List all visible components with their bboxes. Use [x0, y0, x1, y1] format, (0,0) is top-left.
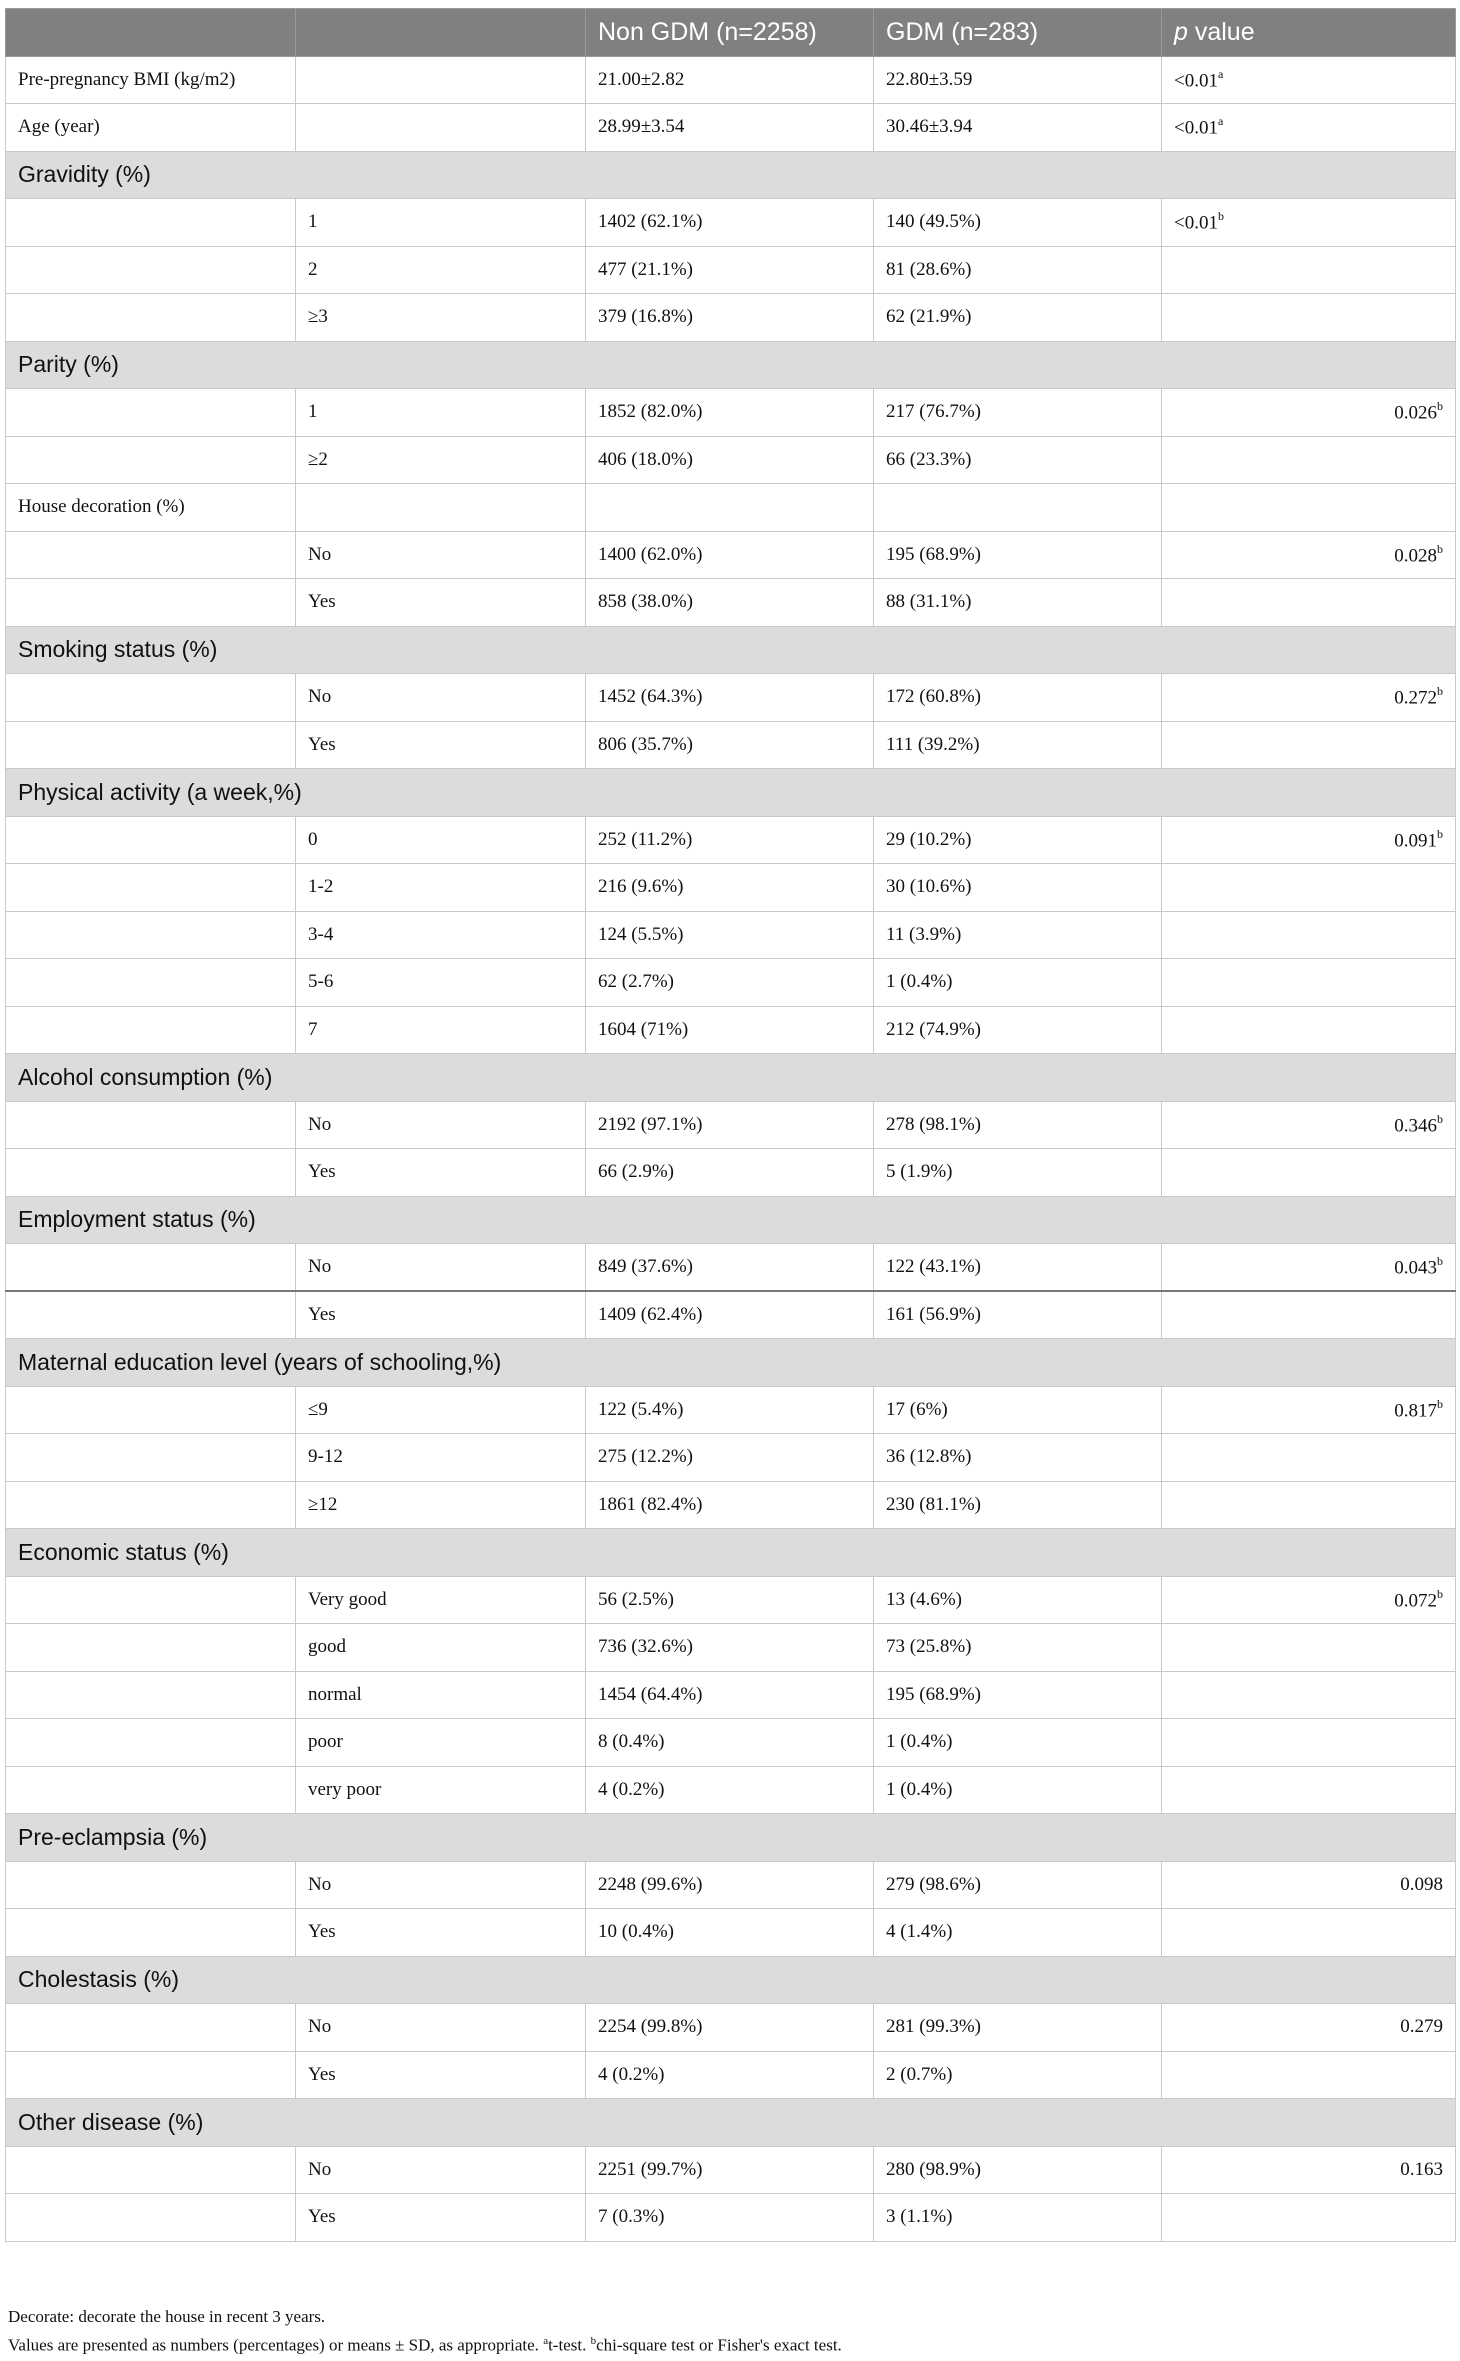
cell-p-value [1162, 1766, 1456, 1814]
table-row [6, 721, 1456, 769]
table-row [6, 1101, 1456, 1149]
row-label [6, 1766, 296, 1814]
row-label [6, 1719, 296, 1767]
table-row [6, 2051, 1456, 2099]
cell-non-gdm: 1454 (64.4%) [586, 1671, 874, 1719]
cell-non-gdm: 2254 (99.8%) [586, 2004, 874, 2052]
row-label [6, 246, 296, 294]
table-row [6, 1909, 1456, 1957]
cell-non-gdm: 477 (21.1%) [586, 246, 874, 294]
row-category: Yes [296, 1291, 586, 1339]
table-row [6, 959, 1456, 1007]
cell-gdm: 66 (23.3%) [874, 436, 1162, 484]
cell-gdm: 1 (0.4%) [874, 1719, 1162, 1767]
p-value-superscript: b [1437, 684, 1443, 699]
cell-gdm: 281 (99.3%) [874, 2004, 1162, 2052]
cell-gdm: 230 (81.1%) [874, 1481, 1162, 1529]
cell-non-gdm: 849 (37.6%) [586, 1244, 874, 1292]
cell-non-gdm: 122 (5.4%) [586, 1386, 874, 1434]
p-value-superscript: a [1217, 114, 1224, 129]
cell-non-gdm: 1861 (82.4%) [586, 1481, 874, 1529]
p-value-superscript: b [1437, 1586, 1443, 1601]
row-category: No [296, 2004, 586, 2052]
cell-gdm: 36 (12.8%) [874, 1434, 1162, 1482]
cell-non-gdm: 2248 (99.6%) [586, 1861, 874, 1909]
cell-p-value: 0.072$^b$ [1162, 1576, 1456, 1624]
row-category: No [296, 1244, 586, 1292]
row-category: normal [296, 1671, 586, 1719]
row-category: ≥2 [296, 436, 586, 484]
row-label [6, 2004, 296, 2052]
row-category: ≤9 [296, 1386, 586, 1434]
cell-non-gdm: 124 (5.5%) [586, 911, 874, 959]
row-category: No [296, 674, 586, 722]
cell-p-value [1162, 1671, 1456, 1719]
row-label [6, 579, 296, 627]
row-label [6, 1909, 296, 1957]
table-row [6, 1434, 1456, 1482]
cell-p-value: 0.043$^b$ [1162, 1244, 1456, 1292]
cell-p-value [1162, 246, 1456, 294]
cell-p-value [1162, 1006, 1456, 1054]
cell-gdm: 212 (74.9%) [874, 1006, 1162, 1054]
cell-non-gdm [586, 484, 874, 532]
cell-p-value: 0.163 [1162, 2146, 1456, 2194]
row-label [6, 199, 296, 247]
row-category: No [296, 531, 586, 579]
cell-non-gdm: 406 (18.0%) [586, 436, 874, 484]
cell-non-gdm: 56 (2.5%) [586, 1576, 874, 1624]
cell-non-gdm: 8 (0.4%) [586, 1719, 874, 1767]
section-label: Alcohol consumption (%) [6, 1054, 1456, 1102]
cell-gdm: 30.46±3.94 [874, 104, 1162, 152]
cell-non-gdm: 10 (0.4%) [586, 1909, 874, 1957]
header-variable [6, 9, 296, 57]
cell-p-value: 0.098 [1162, 1861, 1456, 1909]
cell-gdm: 3 (1.1%) [874, 2194, 1162, 2242]
cell-non-gdm: 2192 (97.1%) [586, 1101, 874, 1149]
row-category: 1-2 [296, 864, 586, 912]
row-label: Pre-pregnancy BMI (kg/m2) [6, 56, 296, 104]
section-row [6, 1529, 1456, 1577]
cell-non-gdm: 1409 (62.4%) [586, 1291, 874, 1339]
cell-p-value [1162, 2194, 1456, 2242]
section-row [6, 151, 1456, 199]
cell-non-gdm: 216 (9.6%) [586, 864, 874, 912]
cell-p-value [1162, 579, 1456, 627]
section-label: Employment status (%) [6, 1196, 1456, 1244]
row-label: Age (year) [6, 104, 296, 152]
table-row [6, 911, 1456, 959]
cell-p-value [1162, 1481, 1456, 1529]
table-row [6, 436, 1456, 484]
row-label [6, 531, 296, 579]
cell-gdm: 172 (60.8%) [874, 674, 1162, 722]
table-row [6, 2146, 1456, 2194]
cell-non-gdm: 252 (11.2%) [586, 816, 874, 864]
cell-gdm: 62 (21.9%) [874, 294, 1162, 342]
table-footnotes [8, 2305, 1448, 2358]
row-label [6, 1576, 296, 1624]
row-label [6, 2051, 296, 2099]
row-category [296, 56, 586, 104]
row-category: ≥3 [296, 294, 586, 342]
table-row [6, 1861, 1456, 1909]
cell-p-value: <0.01$^a$ [1162, 104, 1456, 152]
cell-gdm: 278 (98.1%) [874, 1101, 1162, 1149]
row-label [6, 959, 296, 1007]
section-row [6, 1814, 1456, 1862]
cell-gdm: 29 (10.2%) [874, 816, 1162, 864]
cell-gdm: 22.80±3.59 [874, 56, 1162, 104]
row-label [6, 294, 296, 342]
cell-non-gdm: 2251 (99.7%) [586, 2146, 874, 2194]
cell-gdm: 2 (0.7%) [874, 2051, 1162, 2099]
p-value-superscript: b [1437, 826, 1443, 841]
footnote-decorate: Decorate: decorate the house in recent 3 years. [8, 2307, 326, 2326]
row-category: Yes [296, 2194, 586, 2242]
table-row [6, 1766, 1456, 1814]
table-row [6, 1149, 1456, 1197]
cell-gdm: 1 (0.4%) [874, 959, 1162, 1007]
cell-gdm: 4 (1.4%) [874, 1909, 1162, 1957]
cell-p-value: <0.01$^a$ [1162, 56, 1456, 104]
cell-non-gdm: 858 (38.0%) [586, 579, 874, 627]
cell-non-gdm: 275 (12.2%) [586, 1434, 874, 1482]
row-label: House decoration (%) [6, 484, 296, 532]
table-row [6, 531, 1456, 579]
cell-non-gdm: 1402 (62.1%) [586, 199, 874, 247]
table-row [6, 1386, 1456, 1434]
cell-gdm: 81 (28.6%) [874, 246, 1162, 294]
cell-p-value [1162, 959, 1456, 1007]
header-gdm: GDM (n=283) [874, 9, 1162, 57]
section-row [6, 1956, 1456, 2004]
row-category: Yes [296, 1909, 586, 1957]
table-row [6, 484, 1456, 532]
table-row [6, 104, 1456, 152]
cell-p-value [1162, 911, 1456, 959]
cell-p-value [1162, 1291, 1456, 1339]
section-row [6, 1054, 1456, 1102]
row-label [6, 816, 296, 864]
section-label: Other disease (%) [6, 2099, 1456, 2147]
table-header-row [6, 9, 1456, 57]
cell-gdm: 13 (4.6%) [874, 1576, 1162, 1624]
row-label [6, 1434, 296, 1482]
table-row [6, 1719, 1456, 1767]
cell-p-value: 0.091$^b$ [1162, 816, 1456, 864]
header-category [296, 9, 586, 57]
footnote-methods: Values are presented as numbers (percentages) or means ± SD, as appropriate. $^a$t-test. $^b$chi-square test or Fisher's exact test. [8, 2335, 842, 2355]
cell-gdm [874, 484, 1162, 532]
p-value-superscript: b [1217, 209, 1224, 224]
row-category: 9-12 [296, 1434, 586, 1482]
row-category [296, 484, 586, 532]
row-label [6, 1291, 296, 1339]
row-category: 1 [296, 389, 586, 437]
cell-p-value [1162, 1909, 1456, 1957]
row-category: Yes [296, 2051, 586, 2099]
cell-gdm: 5 (1.9%) [874, 1149, 1162, 1197]
table-row [6, 2194, 1456, 2242]
cell-p-value [1162, 721, 1456, 769]
row-label [6, 1386, 296, 1434]
cell-gdm: 17 (6%) [874, 1386, 1162, 1434]
section-label: Smoking status (%) [6, 626, 1456, 674]
cell-non-gdm: 379 (16.8%) [586, 294, 874, 342]
cell-non-gdm: 1852 (82.0%) [586, 389, 874, 437]
row-label [6, 911, 296, 959]
row-label [6, 721, 296, 769]
section-row [6, 341, 1456, 389]
row-label [6, 1481, 296, 1529]
section-row [6, 2099, 1456, 2147]
section-label: Physical activity (a week,%) [6, 769, 1456, 817]
p-value-superscript: b [1437, 541, 1443, 556]
row-category [296, 104, 586, 152]
section-label: Cholestasis (%) [6, 1956, 1456, 2004]
cell-p-value [1162, 484, 1456, 532]
header-p-rest: value [1187, 17, 1255, 46]
cell-gdm: 1 (0.4%) [874, 1766, 1162, 1814]
cell-non-gdm: 1604 (71%) [586, 1006, 874, 1054]
row-category: 7 [296, 1006, 586, 1054]
cell-non-gdm: 1400 (62.0%) [586, 531, 874, 579]
cell-non-gdm: 66 (2.9%) [586, 1149, 874, 1197]
cell-non-gdm: 21.00±2.82 [586, 56, 874, 104]
section-row [6, 1196, 1456, 1244]
cell-non-gdm: 806 (35.7%) [586, 721, 874, 769]
row-category: No [296, 1861, 586, 1909]
cell-p-value [1162, 436, 1456, 484]
section-label: Economic status (%) [6, 1529, 1456, 1577]
cell-p-value [1162, 1434, 1456, 1482]
header-non-gdm: Non GDM (n=2258) [586, 9, 874, 57]
section-label: Maternal education level (years of schooling,%) [6, 1339, 1456, 1387]
table-row [6, 56, 1456, 104]
cell-gdm: 30 (10.6%) [874, 864, 1162, 912]
p-value-superscript: b [1437, 399, 1443, 414]
row-category: No [296, 2146, 586, 2194]
table-row [6, 674, 1456, 722]
section-row [6, 626, 1456, 674]
p-value-superscript: b [1437, 1396, 1443, 1411]
cell-gdm: 73 (25.8%) [874, 1624, 1162, 1672]
cell-gdm: 195 (68.9%) [874, 1671, 1162, 1719]
row-category: 5-6 [296, 959, 586, 1007]
table-row [6, 816, 1456, 864]
cell-gdm: 111 (39.2%) [874, 721, 1162, 769]
cell-gdm: 195 (68.9%) [874, 531, 1162, 579]
cell-gdm: 140 (49.5%) [874, 199, 1162, 247]
header-p-letter: p [1174, 17, 1188, 46]
row-label [6, 2194, 296, 2242]
row-category: Yes [296, 579, 586, 627]
characteristics-table [5, 8, 1456, 2242]
row-category: ≥12 [296, 1481, 586, 1529]
p-value-superscript: b [1437, 1111, 1443, 1126]
table-row [6, 1481, 1456, 1529]
cell-gdm: 11 (3.9%) [874, 911, 1162, 959]
cell-p-value [1162, 1624, 1456, 1672]
cell-gdm: 280 (98.9%) [874, 2146, 1162, 2194]
cell-non-gdm: 7 (0.3%) [586, 2194, 874, 2242]
row-label [6, 864, 296, 912]
row-label [6, 436, 296, 484]
row-category: Yes [296, 1149, 586, 1197]
row-label [6, 674, 296, 722]
table-row [6, 1006, 1456, 1054]
table-row [6, 1671, 1456, 1719]
table-row [6, 294, 1456, 342]
row-label [6, 1624, 296, 1672]
cell-non-gdm: 4 (0.2%) [586, 2051, 874, 2099]
table-row [6, 199, 1456, 247]
cell-p-value [1162, 864, 1456, 912]
row-label [6, 2146, 296, 2194]
table-row [6, 2004, 1456, 2052]
cell-p-value: 0.817$^b$ [1162, 1386, 1456, 1434]
row-category: 1 [296, 199, 586, 247]
cell-non-gdm: 736 (32.6%) [586, 1624, 874, 1672]
row-label [6, 1101, 296, 1149]
section-row [6, 1339, 1456, 1387]
row-category: Yes [296, 721, 586, 769]
section-label: Parity (%) [6, 341, 1456, 389]
table-row [6, 1244, 1456, 1292]
table-row [6, 389, 1456, 437]
cell-non-gdm: 1452 (64.3%) [586, 674, 874, 722]
cell-p-value: 0.279 [1162, 2004, 1456, 2052]
cell-p-value [1162, 2051, 1456, 2099]
row-label [6, 1244, 296, 1292]
cell-p-value: 0.272$^b$ [1162, 674, 1456, 722]
table-row [6, 864, 1456, 912]
cell-p-value: 0.026$^b$ [1162, 389, 1456, 437]
cell-gdm: 161 (56.9%) [874, 1291, 1162, 1339]
table-row [6, 1624, 1456, 1672]
cell-non-gdm: 4 (0.2%) [586, 1766, 874, 1814]
section-label: Gravidity (%) [6, 151, 1456, 199]
cell-p-value: 0.028$^b$ [1162, 531, 1456, 579]
cell-p-value: 0.346$^b$ [1162, 1101, 1456, 1149]
row-label [6, 389, 296, 437]
table-row [6, 1576, 1456, 1624]
row-label [6, 1671, 296, 1719]
row-category: very poor [296, 1766, 586, 1814]
section-label: Pre-eclampsia (%) [6, 1814, 1456, 1862]
cell-p-value [1162, 294, 1456, 342]
cell-gdm: 217 (76.7%) [874, 389, 1162, 437]
cell-non-gdm: 62 (2.7%) [586, 959, 874, 1007]
header-p-value [1162, 9, 1456, 57]
cell-p-value [1162, 1719, 1456, 1767]
table-row [6, 1291, 1456, 1339]
row-category: 0 [296, 816, 586, 864]
row-category: 3-4 [296, 911, 586, 959]
cell-p-value [1162, 1149, 1456, 1197]
cell-gdm: 122 (43.1%) [874, 1244, 1162, 1292]
cell-p-value: <0.01$^b$ [1162, 199, 1456, 247]
section-row [6, 769, 1456, 817]
row-category: good [296, 1624, 586, 1672]
p-value-superscript: b [1437, 1253, 1443, 1268]
row-category: No [296, 1101, 586, 1149]
p-value-superscript: a [1217, 66, 1224, 81]
table-body [6, 56, 1456, 2241]
row-label [6, 1861, 296, 1909]
cell-non-gdm: 28.99±3.54 [586, 104, 874, 152]
row-category: Very good [296, 1576, 586, 1624]
table-row [6, 246, 1456, 294]
cell-gdm: 279 (98.6%) [874, 1861, 1162, 1909]
row-label [6, 1006, 296, 1054]
cell-gdm: 88 (31.1%) [874, 579, 1162, 627]
row-category: poor [296, 1719, 586, 1767]
row-category: 2 [296, 246, 586, 294]
row-label [6, 1149, 296, 1197]
table-row [6, 579, 1456, 627]
